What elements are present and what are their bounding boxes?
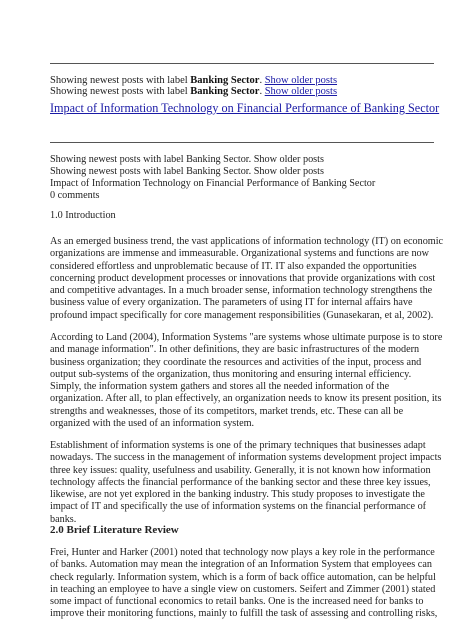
label-prefix: Showing newest posts with label <box>50 86 191 97</box>
paragraph-line: Establishment of information systems is one of the primary techniques that businesses adapt <box>50 440 426 451</box>
paragraph-line: Simply, the information system gathers and stores all the needed information of the <box>50 381 390 393</box>
paragraph-line: three key issues: quality, usefulness and usability. Generally, it is not known how information <box>50 464 431 476</box>
paragraph-line: of banks. Automation may mean the integration of an Information System that employees can <box>50 559 432 571</box>
paragraph-line: According to Land (2004), Information Systems "are systems whose ultimate purpose is to store <box>50 332 443 343</box>
paragraph-line: and competitive advantages. In a much broader sense, information technology strengthens the <box>50 285 433 297</box>
label-name: Banking Sector <box>190 86 260 97</box>
post-title-link[interactable]: Impact of Information Technology on Financial Performance of Banking Sector <box>50 101 440 115</box>
label-suffix: . <box>259 86 265 97</box>
show-older-posts-link[interactable]: Show older posts <box>264 86 338 97</box>
paragraph-line: likewise, are not yet explored in the banking industry. This study proposes to investigate the <box>50 489 425 501</box>
paragraph-line: nowadays. The success in the management of information systems development project impacts <box>50 452 442 464</box>
section-heading: 2.0 Brief Literature Review <box>50 524 179 536</box>
paragraph-3 <box>50 440 442 526</box>
meta-line: Showing newest posts with label Banking Sector. Show older posts <box>50 166 324 177</box>
paragraph-line: profound impact specifically for core management responsibilities (Gunasekaran, et al, 2002). <box>50 309 434 321</box>
paragraph-line: organization. After all, to plan effectively, an organization needs to know its present position, its <box>50 393 442 405</box>
label-line-2 <box>50 86 337 98</box>
paragraph-line: and manage information". In other definitions, they are basic infrastructures of the modern <box>50 344 420 356</box>
paragraph-line: considered effortless and unproblematic because of IT. IT also expanded the opportunities <box>50 260 417 272</box>
paragraph-line: business organization; they coordinate the resources and activities of the input, process and <box>50 356 422 368</box>
comment-count: 0 comments <box>50 190 100 201</box>
meta-line: Impact of Information Technology on Financial Performance of Banking Sector <box>50 178 376 189</box>
paragraph-line: in teaching an employee to have a single view on customers. Seifert and Zimmer (2001) stated <box>50 583 436 595</box>
paragraph-line: As an emerged business trend, the vast applications of information technology (IT) on economic <box>50 236 444 247</box>
paragraph-line: output sub-systems of the organization, thus monitoring and ensuring internal efficiency. <box>50 368 412 380</box>
label-name: Banking Sector <box>190 75 260 86</box>
paragraph-line: banks. <box>50 513 77 525</box>
paragraph-1 <box>50 236 444 322</box>
paragraph-line: improve their monitoring functions, mainly to fulfill the task of assessing and controlling risks, <box>50 608 438 620</box>
paragraph-line: Frei, Hunter and Harker (2001) noted that technology now plays a key role in the performance <box>50 547 435 558</box>
paragraph-line: impact of IT and specifically the use of information systems on the financial performance of <box>50 501 427 513</box>
paragraph-line: some impact of functional economics to retail banks. One is the increased need for banks to <box>50 596 424 608</box>
paragraph-line: organized with the used of an information system. <box>50 418 255 430</box>
paragraph-2 <box>50 332 443 430</box>
paragraph-4 <box>50 547 438 621</box>
paragraph-line: technology affects the financial performance of the banking sector and these three key issues, <box>50 476 431 488</box>
label-prefix: Showing newest posts with label <box>50 75 191 86</box>
paragraph-line: check regularly. Information system, which is a form of back office automation, can be helpful <box>50 571 436 583</box>
show-older-posts-link[interactable]: Show older posts <box>264 75 338 86</box>
paragraph-line: strengths and weaknesses, those of its competitors, market trends, etc. These can all be <box>50 405 404 417</box>
label-suffix: . <box>259 75 265 86</box>
middle-divider <box>50 142 434 143</box>
top-divider <box>50 63 434 64</box>
paragraph-line: organizations are immense and immeasurable. Organizational systems and functions are now <box>50 248 429 260</box>
paragraph-line: business value of every organization. The parameters of using IT for internal affairs have <box>50 297 413 309</box>
meta-line: Showing newest posts with label Banking Sector. Show older posts <box>50 154 324 165</box>
intro-heading: 1.0 Introduction <box>50 210 116 221</box>
paragraph-line: concerning product development processes or innovations that provide organizations with cost <box>50 272 436 284</box>
